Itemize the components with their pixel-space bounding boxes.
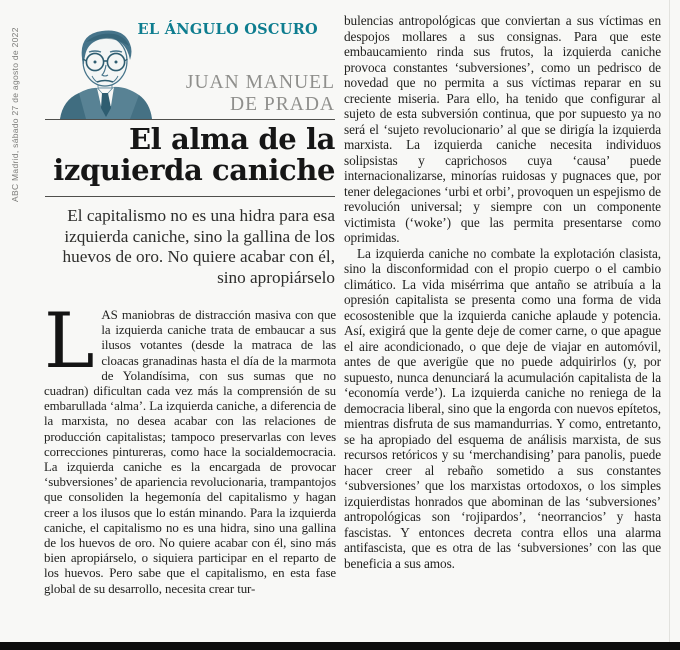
edition-date-vertical: ABC Madrid, sábado 27 de agosto de 2022 <box>10 27 20 202</box>
article-headline: El alma de la izquierda caniche <box>53 122 335 188</box>
body-right-paragraph-1: bulencias antropológicas que conviertan a sus víctimas en despojos mollares a sus consignas. Para que este embaucamiento rinda sus frutos, la izquierda caniche provoca constantes ‘subversiones’, como un pedrisco de novedad que no permita a sus víctimas reparar en su creciente miseria. Para ello, ha tenido que configurar al sujeto de esta subversión continua, que por supuesto ya no será el ‘sujeto revolucionario’ al que se dirigía la izquierda marxista. La izquierda caniche necesita individuos solipsistas y caprichosos cuya ‘causa’ puede internacionalizarse, minorías ruidosas y pugnaces que, por tener delegaciones ‘urbi et orbi’, provoquen un espejismo de revolución universal; y siempre con un componente victimista (‘woke’) que las permita presentarse como oprimidas. <box>344 13 661 245</box>
section-kicker: EL ÁNGULO OSCURO <box>137 21 318 38</box>
body-right-paragraph-2: La izquierda caniche no combate la explotación clasista, sino la disconformidad con el propio cuerpo o el cambio climático. La vida misérrima que antaño se atribuía a la opresión capitalista se presenta como una forma de vida ecosostenible que la izquierda caniche aplaude y potencia. Así, exigirá que la gente deje de comer carne, o que apague el aire acondicionado, o que deje de viajar en automóvil, antes de que averigüe que no puede adquirirlos (y, por supuesto, nunca denunciará la acumulación capitalista de la ‘economía verde’). La izquierda caniche no reniega de la democracia liberal, sino que la engorda con nuevos epítetos, mientras disfruta de sus mamandurrias. Y como, entretanto, se ha apropiado del esquema de análisis marxista, de sus recursos retóricos y su ‘merchandising’ para panolis, puede hacer creer al rebaño sometido a sus constantes ‘subversiones’ que los marxistas ortodoxos, o los simples izquierdistas honrados que abominan de las ‘subversiones’ antropológicas son ‘rojipardos’, ‘neorrancios’ y hasta fascistas. Y entonces decreta contra ellos una alarma antifascista, que es otra de las ‘subversiones’ con las que beneficia a sus amos. <box>344 245 661 571</box>
rule-above-headline <box>45 119 335 120</box>
body-column-left <box>44 308 336 644</box>
author-byline <box>45 72 335 116</box>
rule-below-headline <box>45 196 335 197</box>
byline-line2: DE PRADA <box>230 93 335 115</box>
drop-cap: L <box>44 308 95 385</box>
byline-line1: JUAN MANUEL <box>185 72 335 93</box>
body-column-right <box>344 13 661 645</box>
bottom-rule-bar <box>0 642 680 650</box>
standfirst: El capitalismo no es una hidra para esa izquierda caniche, sino la gallina de los huevos de oro. No quiere acabar con él, sino apropiárselo <box>62 206 335 287</box>
page-edge-rule <box>669 0 670 650</box>
body-left-text: AS maniobras de distracción masiva con que la izquierda caniche trata de embaucar a sus ilusos votantes (desde la matraca de las cloacas granadinas hasta el día de la marmota de Yolandísima, con sus sumas que no cuadran) dificultan cada vez más la comprensión de su embarullada ‘alma’. La izquierda caniche, a diferencia de la marxista, no desea acabar con las relaciones de producción capitalistas; tampoco preservarlas con leves correcciones pintureras, como hace la socialdemocracia. La izquierda caniche es la encargada de provocar ‘subversiones’ de apariencia revolucionaria, trampantojos que consoliden la hegemonía del capitalismo y hagan creer a los ilusos que lo están minando. Para la izquierda caniche, el capitalismo no es una hidra, sino una gallina de los huevos de oro. No quiere acabar con él, sino más bien apropiárselo, o siquiera participar en el reparto de los huevos. Pero sabe que el capitalismo, en esta fase global de su desarrollo, necesita crear tur- <box>44 308 336 596</box>
